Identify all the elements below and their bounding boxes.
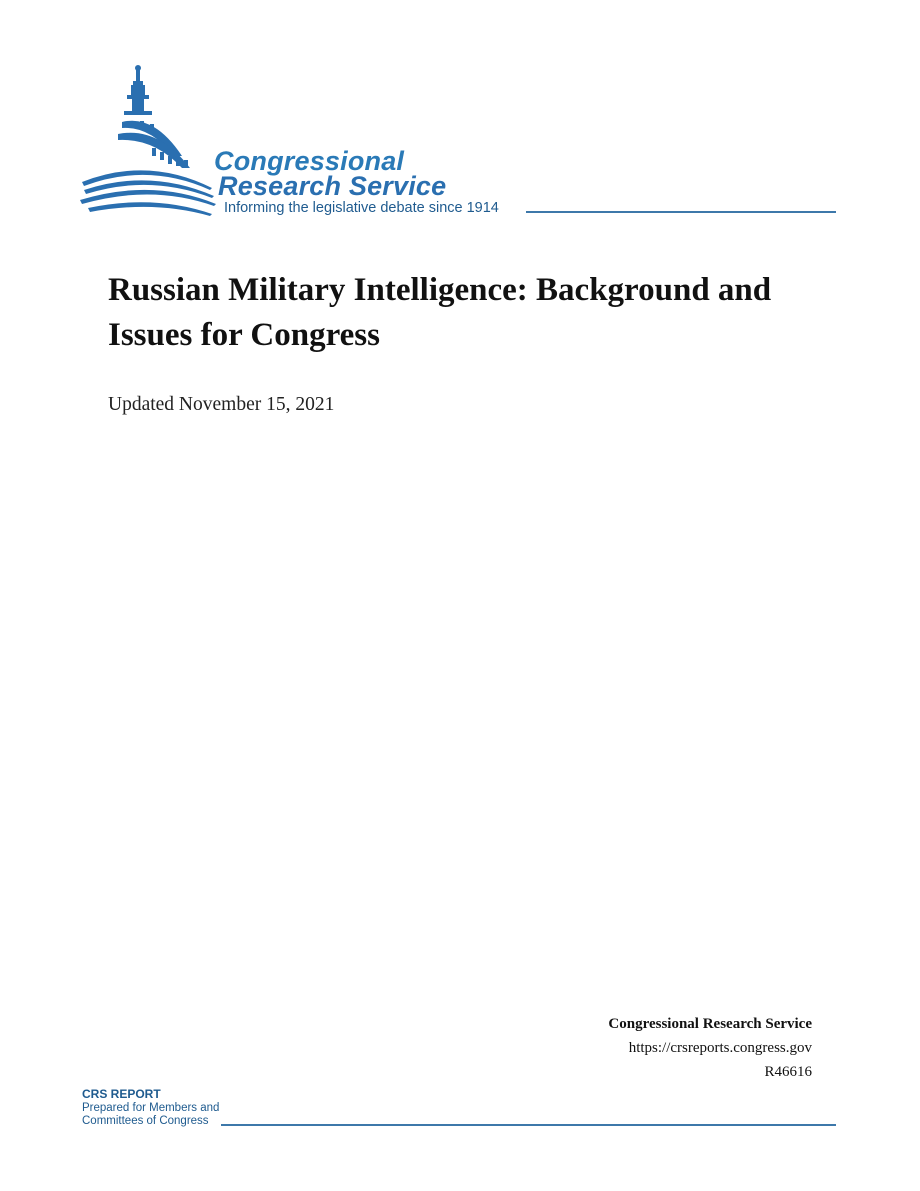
publisher-name: Congressional Research Service (608, 1016, 812, 1032)
footer-report-label: CRS REPORT (82, 1087, 161, 1101)
publisher-url[interactable]: https://crsreports.congress.gov (628, 1040, 812, 1056)
brand-name-line1: Congressional (214, 146, 405, 176)
brand-name-line2: Research Service (218, 171, 447, 201)
document-title: Russian Military Intelligence: Background and Issues for Congress (108, 272, 772, 353)
footer-line2: Committees of Congress (82, 1115, 209, 1127)
capitol-dome-icon (78, 64, 228, 224)
crs-logo (78, 64, 838, 224)
report-number: R46616 (764, 1064, 812, 1080)
updated-date: Updated November 15, 2021 (108, 394, 335, 415)
footer-divider (221, 1124, 836, 1126)
publisher-block (608, 1012, 812, 1084)
brand-tagline: Informing the legislative debate since 1914 (224, 200, 499, 216)
footer-block (82, 1088, 219, 1129)
tagline-divider (526, 211, 836, 213)
footer-line1: Prepared for Members and (82, 1101, 220, 1114)
